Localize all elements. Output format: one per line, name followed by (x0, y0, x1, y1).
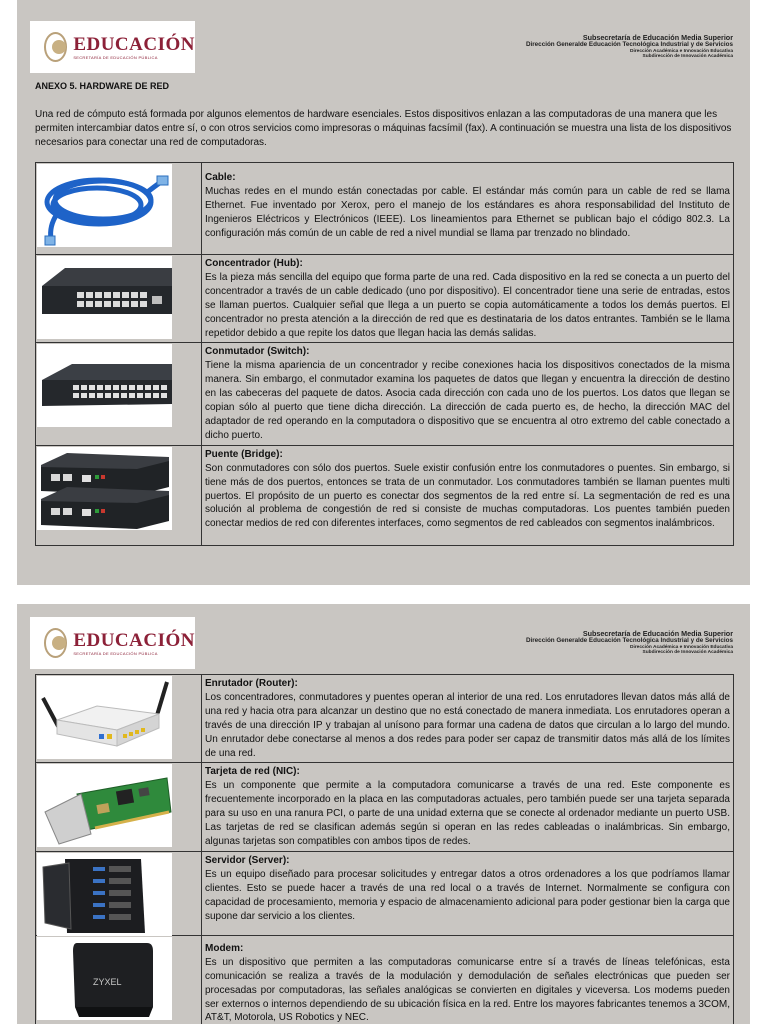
table-row (36, 935, 734, 1024)
network-cable-icon (37, 164, 172, 247)
logo-subtitle: SECRETARÍA DE EDUCACIÓN PÚBLICA (73, 54, 158, 60)
device-description: Es la pieza más sencilla del equipo que forma parte de una red. Cada dispositivo en la red se conecta a un puerto del concentrador a través de un cable dedicado (uno por dispositivo). El concentrador tiene una serie de entradas, estos se llaman puertos. Cualquier señal que llega a un puerto se copia automáticamente a todos los demás puertos. El concentrador no presta atención a la dirección de red que es destinataria de los datos entrantes. También se le llama repetidor debido a que repite los datos que llegan hacia las demás salidas. (205, 271, 730, 339)
institution-header (526, 630, 733, 656)
device-name: Modem: (205, 942, 244, 954)
table-row (36, 163, 734, 255)
table-row (36, 851, 734, 935)
device-image-cell (36, 163, 202, 255)
intro-paragraph: Una red de cómputo está formada por algunos elementos de hardware esenciales. Estos dispositivos enlazan a las computadoras de una manera que les permiten intercambiar datos entre sí, o con otros servicios como impresoras o máquinas facsímil (fax). A continuación se muestra una lista de los dispositivos necesarios para conectar una red de computadoras. (35, 109, 732, 149)
router-icon (37, 676, 172, 759)
device-image-cell (36, 343, 202, 445)
header-line: Dirección Generalde Educación Tecnológica Industrial y de Servicios (525, 41, 733, 48)
logo-subtitle: SECRETARÍA DE EDUCACIÓN PÚBLICA (73, 650, 158, 656)
device-description: Los concentradores, conmutadores y puentes operan al interior de una red. Los enrutadores llevan datos más allá de una red y hacia otra para alcanzar un destino que no está conectado de manera inmediata. Los enrutadores operan a través de una dirección IP y trabajan al unísono para formar una cadena de datos que circulan a lo largo del mundo. Un enrutador debe conectarse al menos a dos redes para poder ser capaz de transmitir datos más allá de los límites de una red. (205, 691, 730, 759)
device-text-cell (202, 851, 734, 935)
device-image-cell (36, 255, 202, 343)
logo-title: EDUCACIÓN (73, 629, 195, 651)
device-description: Es un componente que permite a la computadora comunicarse a través de una red. Este componente es frecuentemente incorporado en la placa en las computadoras actuales, pero también puede ser una tarjeta separada para su uso en una ranura PCI, o parte de una unidad externa que se conecte al ordenador mediante un puerto USB. Las tarjetas de red se clasifican además según si operan en las redes cableadas o inalámbricas. Sin embargo, algunas tarjetas son compatibles con ambos tipos de redes. (205, 780, 730, 847)
seal-icon (44, 32, 67, 62)
device-name: Tarjeta de red (NIC): (205, 766, 300, 778)
device-text-cell (202, 255, 734, 343)
device-text-cell (202, 935, 734, 1024)
device-description: Muchas redes en el mundo están conectadas por cable. El estándar más común para un cable de red se llama Ethernet. Fue inventado por Xerox, pero el manejo de los estándares es ahora responsabilidad del Instituto de Ingenieros Eléctricos y Electrónicos (IEEE). Los lineamientos para Ethernet se publican bajo el código 802.3. La configuración más común de un cable de red a nivel mundial se llama par trenzado no blindado. (205, 185, 730, 239)
header-line: Subsecretaría de Educación Media Superior (582, 33, 733, 42)
hub-icon (37, 256, 172, 339)
table-row (36, 343, 734, 445)
table-row (36, 445, 734, 545)
table-row (36, 675, 734, 763)
header-line: Dirección Académica e Innovación Educativa (630, 644, 733, 650)
device-description: Es un dispositivo que permiten a las computadoras comunicarse entre sí a través de líneas telefónicas, esta comunicación se realiza a través de la modulación y demodulación de señales electrónicas que pueden ser procesadas por computadoras, las señales analógicas se convierten en digitales y viceversa. Los modems pueden ser externos o internos dependiendo de su ubicación física en la red. Entre los mayores fabricantes tenemos a 3COM, AT&T, Motorola, US Robotics y NEC. (205, 956, 730, 1024)
device-text-cell (202, 343, 734, 445)
header-line: Dirección Académica e Innovación Educativa (630, 48, 733, 54)
device-image-cell (36, 851, 202, 935)
logo-title: EDUCACIÓN (73, 33, 195, 55)
document-page-1 (17, 0, 750, 585)
device-name: Cable: (205, 172, 236, 183)
device-image-cell (36, 935, 202, 1024)
sep-logo (30, 617, 195, 669)
device-name: Concentrador (Hub): (205, 258, 303, 269)
sep-logo (30, 21, 195, 73)
device-text-cell (202, 763, 734, 851)
device-text-cell (202, 163, 734, 255)
document-page-2 (17, 604, 750, 1024)
table-row (36, 763, 734, 851)
header-line: Dirección Generalde Educación Tecnológica Industrial y de Servicios (525, 637, 733, 644)
device-description: Son conmutadores con sólo dos puertos. Suele existir confusión entre los conmutadores o puentes. Sin embargo, si tiene más de dos puertos, entonces se trata de un conmutador. Los conmutadores también se llaman puentes multi puertos. El propósito de un puerto es conectar dos segmentos de la red entre sí. La segmentación de red es una solución al problema de congestión de red si consiste de muchas computadoras. Los puentes también pueden conectar medios de red con diferentes interfaces, como segmentos de red cableados con segmentos inalámbricos. (205, 462, 730, 530)
seal-icon (44, 628, 67, 658)
section-title: ANEXO 5. HARDWARE DE RED (35, 81, 170, 91)
device-text-cell (202, 445, 734, 545)
device-image-cell (36, 445, 202, 545)
device-name: Conmutador (Switch): (205, 346, 310, 358)
header-line: Subdirección de Innovación Académica (642, 650, 733, 656)
device-name: Enrutador (Router): (205, 678, 298, 689)
device-image-cell (36, 763, 202, 851)
header-line: Subdirección de Innovación Académica (642, 54, 733, 60)
switch-icon (37, 344, 172, 427)
device-table (35, 162, 734, 546)
table-row (36, 255, 734, 343)
device-name: Puente (Bridge): (205, 448, 283, 460)
device-text-cell (202, 675, 734, 763)
device-table (35, 674, 734, 1024)
device-name: Servidor (Server): (205, 854, 290, 866)
header-line: Subsecretaría de Educación Media Superior (582, 629, 733, 638)
modem-icon (37, 937, 172, 1020)
device-image-cell (36, 675, 202, 763)
modem-brand-label: ZYXEL (93, 976, 122, 987)
institution-header (526, 34, 733, 60)
bridge-icon (37, 447, 172, 530)
device-description: Es un equipo diseñado para procesar solicitudes y entregar datos a otros ordenadores a los que podríamos llamar clientes. Esto se puede hacer a través de una red local o a través de Internet. Normalmente se configura con capacidad de procesamiento, memoria y espacio de almacenamiento adicional para poder gestionar bien la carga que supone dar servicio a los clientes. (205, 868, 730, 922)
server-icon (37, 853, 172, 936)
device-description: Tiene la misma apariencia de un concentrador y recibe conexiones hacia los dispositivos conectados de la misma manera. Sin embargo, el conmutador examina los paquetes de datos que llegan y encuentra la dirección de destino en las cabeceras del paquete de datos. Asocia cada dirección con cada uno de los puertos. Los datos que llegan se copian sólo al puerto que tiene dicha dirección. La dirección de cada puerto es, de hecho, la dirección MAC del adaptador de red operando en la computadora o dispositivo que se encuentra al otro extremo del cable conectado a dicho puerto. (205, 360, 730, 441)
network-card-icon (37, 764, 172, 847)
